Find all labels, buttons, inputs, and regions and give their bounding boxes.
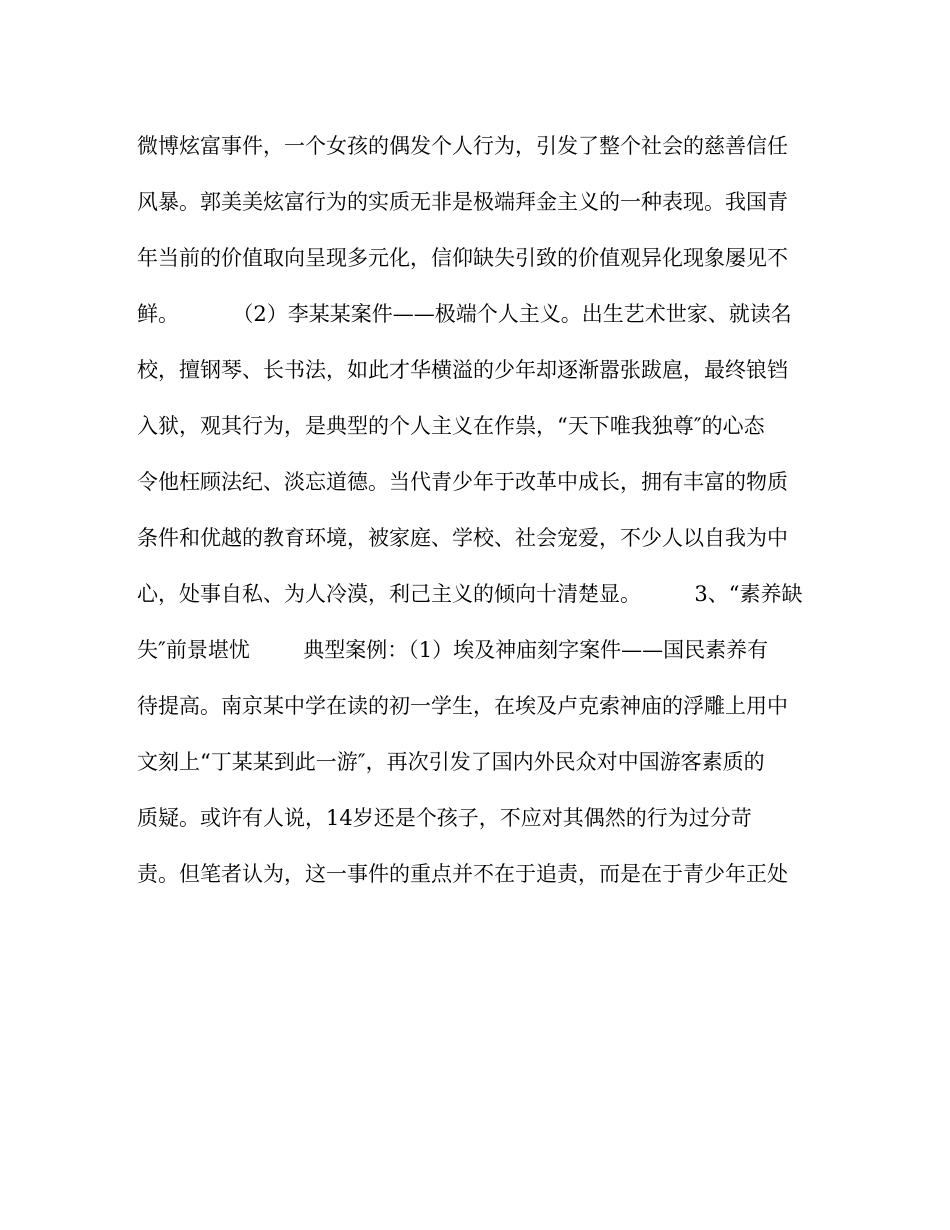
text-line: 责。但笔者认为，这一事件的重点并不在于追责，而是在于青少年正处 <box>137 862 788 886</box>
text-line: 微博炫富事件，一个女孩的偶发个人行为，引发了整个社会的慈善信任 <box>137 134 788 158</box>
text-line: 风暴。郭美美炫富行为的实质无非是极端拜金主义的一种表现。我国青 <box>137 190 788 214</box>
text-line: 入狱，观其行为，是典型的个人主义在作祟，“天下唯我独尊″的心态 <box>137 414 765 438</box>
text-line: 年当前的价值取向呈现多元化，信仰缺失引致的价值观异化现象屡见不 <box>137 246 788 270</box>
text-line: 校，擅钢琴、长书法，如此才华横溢的少年却逐渐嚣张跋扈，最终锒铛 <box>137 358 788 382</box>
text-line: 心，处事自私、为人冷漠，利己主义的倾向十清楚显。 3、“素养缺 <box>137 582 803 606</box>
text-line: 质疑。或许有人说，14岁还是个孩子，不应对其偶然的行为过分苛 <box>137 806 752 830</box>
body-text <box>137 118 837 902</box>
text-line: 鲜。 （2）李某某案件——极端个人主义。出生艺术世家、就读名 <box>137 302 792 326</box>
text-line: 条件和优越的教育环境，被家庭、学校、社会宠爱，不少人以自我为中 <box>137 526 788 550</box>
text-line: 文刻上“丁某某到此一游″，再次引发了国内外民众对中国游客素质的 <box>137 750 765 774</box>
text-line: 令他枉顾法纪、淡忘道德。当代青少年于改革中成长，拥有丰富的物质 <box>137 470 788 494</box>
text-line: 失″前景堪忧 典型案例：（1）埃及神庙刻字案件——国民素养有 <box>137 638 769 662</box>
text-line: 待提高。南京某中学在读的初一学生，在埃及卢克索神庙的浮雕上用中 <box>137 694 788 718</box>
